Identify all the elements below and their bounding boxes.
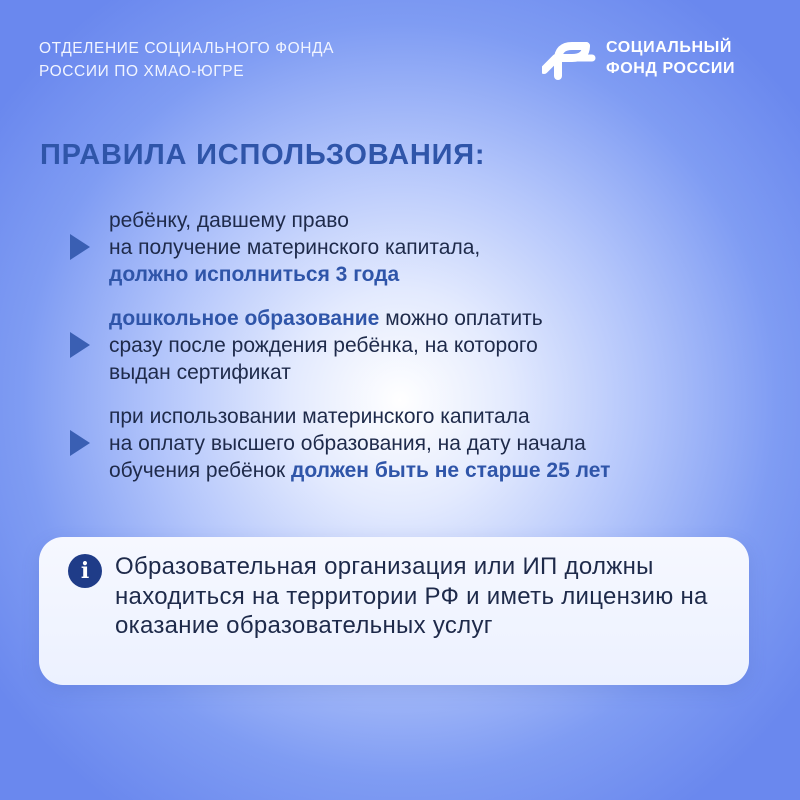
- sfr-logo: [542, 36, 735, 80]
- organization-name-line1: ОТДЕЛЕНИЕ СОЦИАЛЬНОГО ФОНДА: [39, 40, 335, 57]
- rule-line: при использовании материнского капитала: [109, 405, 530, 428]
- rule-line: обучения ребёнок: [109, 459, 292, 482]
- rule-line: можно оплатить: [379, 307, 543, 330]
- rule-emphasis: дошкольное образование: [109, 307, 380, 330]
- rule-line: ребёнку, давшему право: [109, 209, 349, 232]
- rule-text: [109, 403, 769, 484]
- rule-line: на получение материнского капитала,: [109, 236, 481, 259]
- rule-text: [109, 305, 769, 386]
- rule-line: на оплату высшего образования, на дату начала: [109, 432, 586, 455]
- triangle-bullet-icon: [70, 430, 90, 456]
- rule-emphasis: должен быть не старше 25 лет: [291, 459, 611, 482]
- info-note: [39, 537, 749, 685]
- rule-line: сразу после рождения ребёнка, на которого: [109, 334, 538, 357]
- organization-name-line2: РОССИИ ПО ХМАО-ЮГРЕ: [39, 63, 245, 80]
- rule-text: [109, 207, 769, 288]
- logo-text-line2: ФОНД РОССИИ: [606, 60, 736, 77]
- page-title: ПРАВИЛА ИСПОЛЬЗОВАНИЯ:: [40, 139, 486, 171]
- triangle-bullet-icon: [70, 332, 90, 358]
- info-note-text: Образовательная организация или ИП должны находиться на территории РФ и иметь лицензию на оказание образовательных услуг: [115, 553, 708, 639]
- logo-text: [606, 37, 735, 79]
- info-icon: i: [68, 554, 102, 588]
- rule-line: выдан сертификат: [109, 361, 291, 384]
- rule-emphasis: должно исполниться 3 года: [109, 263, 400, 286]
- sfr-logo-icon: [542, 36, 596, 80]
- triangle-bullet-icon: [70, 234, 90, 260]
- organization-name: [39, 37, 334, 83]
- logo-text-line1: СОЦИАЛЬНЫЙ: [606, 39, 732, 56]
